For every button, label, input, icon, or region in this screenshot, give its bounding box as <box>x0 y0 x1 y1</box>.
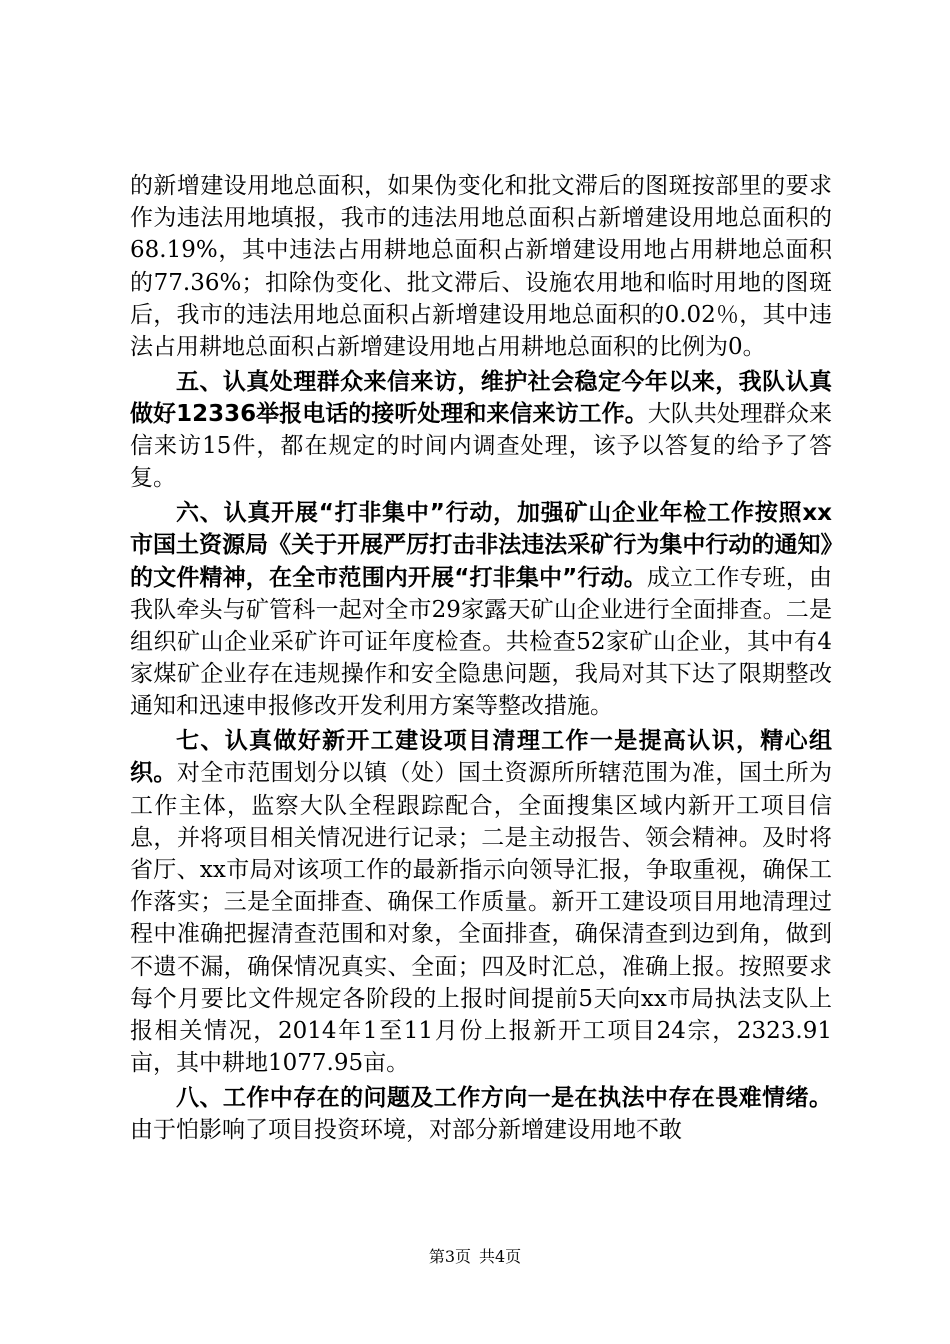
section-heading: 五、认真处理群众来信来访，维护社会稳定今年以来，我队认真做好12336举报电话的接听处理和来信来访工作。 <box>130 368 832 428</box>
paragraph-text: 的新增建设用地总面积，如果伪变化和批文滞后的图斑按部里的要求作为违法用地填报，我市的违法用地总面积占新增建设用地总面积的68.19%，其中违法占用耕地总面积占新增建设用地占用耕地总面积的77.36%；扣除伪变化、批文滞后、设施农用地和临时用地的图斑后，我市的违法用地总面积占新增建设用地总面积的0.02％，其中违法占用耕地总面积占新增建设用地占用耕地总面积的比例为0。 <box>130 173 832 361</box>
paragraph-section-7 <box>130 725 832 1079</box>
paragraph-section-5 <box>130 366 832 495</box>
paragraph-text: 成立工作专班，由我队牵头与矿管科一起对全市29家露天矿山企业进行全面排查。二是组织矿山企业采矿许可证年度检查。共检查52家矿山企业，其中有4家煤矿企业存在违规操作和安全隐患问题，我局对其下达了限期整改通知和迅速申报修改开发利用方案等整改措施。 <box>130 564 833 720</box>
page-number: 第3页 <box>428 1247 471 1266</box>
paragraph-section-8 <box>130 1082 832 1146</box>
paragraph-continuation <box>130 170 832 363</box>
document-body <box>130 170 832 1149</box>
section-heading: 七、认真做好新开工建设项目清理工作一是提高认识，精心组织。 <box>130 728 832 787</box>
paragraph-text: 由于怕影响了项目投资环境，对部分新增建设用地不敢 <box>130 1117 682 1144</box>
paragraph-text: 对全市范围划分以镇（处）国土资源所所辖范围为准，国土所为工作主体，监察大队全程跟踪配合，全面搜集区域内新开工项目信息，并将项目相关情况进行记录；二是主动报告、领会精神。及时将省厅、xx市局对该项工作的最新指示向领导汇报，争取重视，确保工作落实；三是全面排查、确保工作质量。新开工建设项目用地清理过程中准确把握清查范围和对象，全面排查，确保清查到边到角，做到不遗不漏，确保情况真实、全面；四及时汇总，准确上报。按照要求每个月要比文件规定各阶段的上报时间提前5天向xx市局执法支队上报相关情况，2014年1至11月份上报新开工项目24宗，2323.91亩，其中耕地1077.95亩。 <box>130 760 833 1077</box>
section-heading: 六、认真开展“打非集中”行动，加强矿山企业年检工作按照xx市国土资源局《关于开展严厉打击非法违法采矿行为集中行动的通知》的文件精神，在全市范围内开展“打非集中”行动。 <box>130 500 832 591</box>
page-total: 共4页 <box>479 1247 522 1266</box>
section-heading: 八、工作中存在的问题及工作方向一是在执法中存在畏难情绪。 <box>176 1085 832 1112</box>
page-footer <box>0 1244 950 1267</box>
paragraph-section-6 <box>130 497 832 722</box>
paragraph-text: 大队共处理群众来信来访15件，都在规定的时间内调查处理，该予以答复的给予了答复。 <box>130 401 833 492</box>
